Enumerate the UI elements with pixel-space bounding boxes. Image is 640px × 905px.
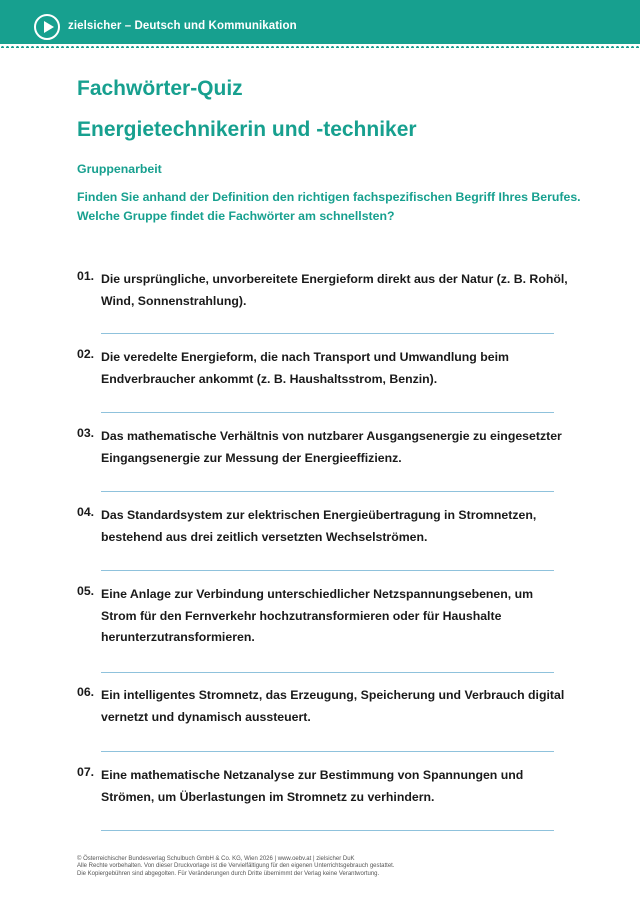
- question-number: 03.: [77, 426, 95, 440]
- question-number: 07.: [77, 765, 95, 779]
- answer-line[interactable]: [101, 570, 554, 571]
- instructions-line-2: Welche Gruppe findet die Fachwörter am schnellsten?: [77, 209, 395, 223]
- page-title: Fachwörter-Quiz: [77, 77, 243, 100]
- question-number: 01.: [77, 269, 95, 283]
- play-circle-icon: [34, 14, 60, 40]
- question-text: Die veredelte Energieform, die nach Transport und Umwandlung beim Endverbraucher ankommt (z. B. Haushaltsstrom, Benzin).: [101, 350, 509, 386]
- question-number: 02.: [77, 347, 95, 361]
- brand-name: zielsicher – Deutsch und Kommunikation: [68, 20, 297, 32]
- instructions: [77, 188, 581, 226]
- question-number: 06.: [77, 685, 95, 699]
- footer-copyright: [77, 856, 577, 878]
- question-text: Eine Anlage zur Verbindung unterschiedlicher Netzspannungsebenen, um Strom für den Fernverkehr hochzutransformieren oder für Haushalte herunterzutransformieren.: [101, 587, 534, 644]
- question-text: Das Standardsystem zur elektrischen Energieübertragung in Stromnetzen, bestehend aus drei zeitlich versetzten Wechselströmen.: [101, 508, 537, 544]
- answer-line[interactable]: [101, 491, 554, 492]
- question-number: 04.: [77, 505, 95, 519]
- header-dotted-edge: [0, 40, 640, 48]
- activity-type: Gruppenarbeit: [77, 162, 162, 176]
- question-text: Die ursprüngliche, unvorbereitete Energieform direkt aus der Natur (z. B. Rohöl, Wind, Sonnenstrahlung).: [101, 272, 568, 308]
- answer-line[interactable]: [101, 333, 554, 334]
- answer-line[interactable]: [101, 751, 554, 752]
- question-text: Eine mathematische Netzanalyse zur Bestimmung von Spannungen und Strömen, um Überlastungen im Stromnetz zu verhindern.: [101, 768, 524, 804]
- answer-line[interactable]: [101, 412, 554, 413]
- page-subtitle-profession: Energietechnikerin und -techniker: [77, 118, 417, 141]
- question-text: Das mathematische Verhältnis von nutzbarer Ausgangsenergie zu eingesetzter Eingangsenergie zur Messung der Energieeffizienz.: [101, 429, 562, 465]
- footer-line: © Österreichischer Bundesverlag Schulbuch GmbH & Co. KG, Wien 2026 | www.oebv.at | zielsicher DuK: [77, 856, 355, 862]
- footer-line: Alle Rechte vorbehalten. Von dieser Druckvorlage ist die Vervielfältigung für den eigenen Unterrichtsgebrauch gestattet.: [77, 863, 395, 870]
- question-text: Ein intelligentes Stromnetz, das Erzeugung, Speicherung und Verbrauch digital vernetzt und dynamisch aussteuert.: [101, 688, 565, 724]
- question-number: 05.: [77, 584, 95, 598]
- answer-line[interactable]: [101, 830, 554, 831]
- answer-line[interactable]: [101, 672, 554, 673]
- instructions-line-1: Finden Sie anhand der Definition den richtigen fachspezifischen Begriff Ihres Berufes.: [77, 190, 581, 204]
- footer-line: Die Kopiergebühren sind abgegolten. Für Veränderungen durch Dritte übernimmt der Verlag keine Verantwortung.: [77, 870, 380, 877]
